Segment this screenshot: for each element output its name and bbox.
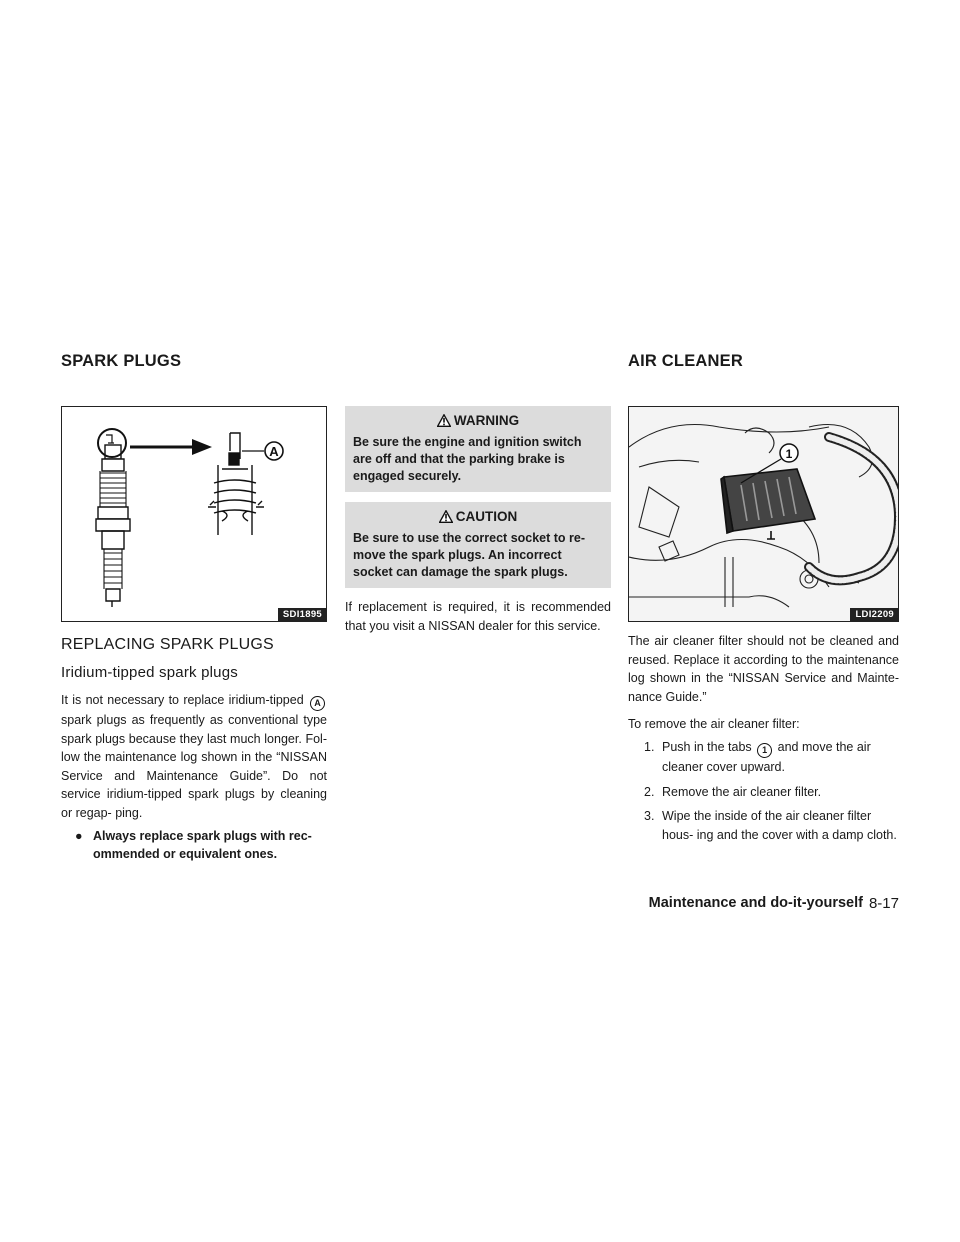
warning-header bbox=[353, 406, 603, 434]
heading-iridium-tipped: Iridium-tipped spark plugs bbox=[61, 664, 238, 681]
bullet-dot: ● bbox=[75, 828, 83, 843]
dealer-paragraph: If replacement is required, it is recommended that you visit a NISSAN dealer for this service. bbox=[345, 600, 611, 633]
callout-a-marker: A bbox=[269, 444, 279, 459]
step-1-text-rest: and move the air cleaner cover upward. bbox=[662, 739, 871, 774]
step-text: Remove the air cleaner filter. bbox=[662, 784, 822, 799]
column-air-cleaner bbox=[628, 406, 899, 850]
air-cleaner-figure bbox=[628, 406, 899, 622]
warning-title: WARNING bbox=[453, 413, 520, 428]
warning-icon bbox=[437, 414, 451, 427]
warning-text: Be sure the engine and ignition switch are off and that the parking brake is engaged securely. bbox=[353, 435, 582, 483]
callout-1-ref: 1 bbox=[757, 743, 772, 758]
callout-a-ref: A bbox=[310, 696, 325, 711]
figure-code-sdi1895: SDI1895 bbox=[278, 608, 326, 621]
air-cleaner-illustration bbox=[629, 407, 898, 621]
figure-code-ldi2209: LDI2209 bbox=[850, 608, 898, 621]
page-number: 8-17 bbox=[868, 895, 899, 912]
heading-replacing-spark-plugs: REPLACING SPARK PLUGS bbox=[61, 636, 274, 653]
step-1-text-start: Push in the tabs bbox=[662, 739, 752, 754]
caution-header bbox=[353, 502, 603, 530]
spark-plug-figure bbox=[61, 406, 327, 622]
remove-filter-intro: To remove the air cleaner filter: bbox=[628, 717, 800, 732]
page-footer bbox=[649, 895, 899, 912]
caution-text: Be sure to use the correct socket to re- move the spark plugs. An incorrect socket can damage the spark plugs. bbox=[353, 531, 586, 579]
iridium-paragraph-rest: spark plugs as frequently as conventional type spark plugs because they last much longer. Fol- low the maintenance log shown in the “NISSAN Service and Maintenance Guide”. Do not service iridium-tipped spark plugs by cleaning or regap- ping. bbox=[61, 713, 327, 820]
section-title-air-cleaner: AIR CLEANER bbox=[628, 352, 743, 370]
iridium-paragraph bbox=[61, 691, 327, 823]
callout-1-marker: 1 bbox=[785, 447, 793, 461]
column-spark-plugs bbox=[61, 406, 327, 864]
bullet-text: Always replace spark plugs with rec- ommended or equivalent ones. bbox=[93, 828, 312, 862]
caution-icon bbox=[439, 510, 453, 523]
step-text: Wipe the inside of the air cleaner filter hous- ing and the cover with a damp cloth. bbox=[662, 809, 897, 842]
caution-title: CAUTION bbox=[455, 509, 518, 524]
step-number: 3. bbox=[644, 809, 655, 824]
step-3 bbox=[644, 807, 899, 844]
step-text bbox=[662, 738, 899, 777]
step-2 bbox=[644, 783, 899, 802]
removal-steps bbox=[628, 738, 899, 844]
section-title-spark-plugs: SPARK PLUGS bbox=[61, 352, 182, 370]
step-number: 1. bbox=[644, 739, 655, 754]
step-1 bbox=[644, 738, 899, 777]
column-warnings bbox=[345, 406, 611, 635]
iridium-paragraph-start: It is not necessary to replace iridium-tipped bbox=[61, 693, 304, 707]
footer-section-name: Maintenance and do-it-yourself bbox=[648, 895, 863, 911]
air-cleaner-paragraph: The air cleaner filter should not be cleaned and reused. Replace it according to the maintenance log shown in the “NISSAN Service and Mainte- nance Guide.” bbox=[628, 634, 899, 704]
step-number: 2. bbox=[644, 784, 655, 799]
caution-box bbox=[345, 502, 611, 588]
spark-plug-illustration bbox=[62, 407, 326, 621]
bullet-replace-plugs bbox=[75, 827, 327, 864]
warning-box bbox=[345, 406, 611, 492]
